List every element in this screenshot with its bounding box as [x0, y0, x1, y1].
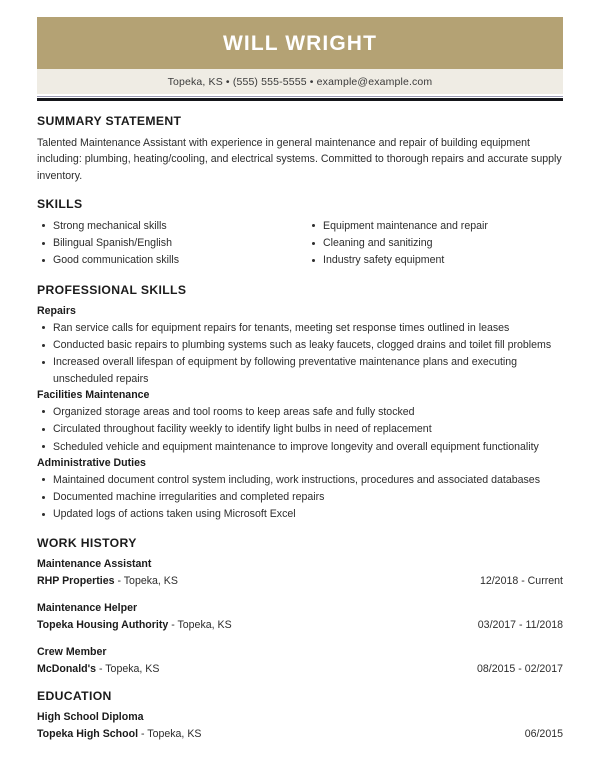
list-item: Increased overall lifespan of equipment by following preventative maintenance plans and executing unscheduled repairs	[37, 354, 563, 387]
list-item: Updated logs of actions taken using Microsoft Excel	[37, 506, 563, 522]
subheading: Facilities Maintenance	[37, 388, 150, 401]
name-banner	[37, 17, 563, 69]
subheading: Repairs	[37, 304, 76, 317]
section-education	[37, 689, 563, 743]
employer-location: - Topeka, KS	[168, 619, 232, 632]
subheading: Administrative Duties	[37, 456, 146, 469]
list-item: Circulated throughout facility weekly to identify light bulbs in need of replacement	[37, 421, 563, 437]
work-history-entry	[37, 645, 563, 678]
work-history-entry	[37, 601, 563, 634]
employer-name: Topeka Housing Authority	[37, 619, 169, 632]
list-item: Documented machine irregularities and completed repairs	[37, 489, 563, 505]
employer-row	[37, 660, 563, 678]
professional-skills-group-facilities-maintenance	[37, 388, 563, 455]
employer-name: McDonald's	[37, 663, 97, 676]
employer-row	[37, 616, 563, 634]
employer-and-location	[37, 572, 178, 590]
job-title: Crew Member	[37, 645, 107, 658]
skills-column-right	[300, 218, 563, 270]
section-title-skills: SKILLS	[37, 196, 83, 211]
list-item: Good communication skills	[37, 252, 300, 268]
employment-dates: 03/2017 - 11/2018	[477, 619, 563, 632]
school-name: Topeka High School	[37, 728, 139, 741]
resume-header	[37, 17, 563, 94]
list-item: Maintained document control system including, work instructions, procedures and associated databases	[37, 472, 563, 488]
school-location: - Topeka, KS	[138, 728, 202, 741]
professional-skills-list	[37, 472, 563, 523]
candidate-name: WILL WRIGHT	[222, 31, 377, 55]
education-entry	[37, 710, 563, 743]
header-divider-thin	[37, 96, 563, 97]
section-title-education: EDUCATION	[37, 688, 112, 703]
list-item: Strong mechanical skills	[37, 218, 300, 234]
work-history-entry	[37, 557, 563, 590]
section-skills	[37, 197, 563, 270]
section-title-summary: SUMMARY STATEMENT	[37, 114, 182, 128]
school-and-location	[37, 725, 201, 743]
degree-title: High School Diploma	[37, 710, 144, 723]
employer-row	[37, 572, 563, 590]
summary-text: Talented Maintenance Assistant with experience in general maintenance and repair of building equipment including: plumbing, heating/cooling, and electrical systems. Committed to thorough repairs and accurate supply inventory.	[37, 137, 562, 182]
section-work-history	[37, 536, 563, 678]
employer-and-location	[37, 616, 232, 634]
list-item: Industry safety equipment	[307, 252, 563, 268]
contact-line: Topeka, KS • (555) 555-5555 • example@example.com	[167, 75, 433, 88]
employment-dates: 08/2015 - 02/2017	[476, 663, 563, 676]
professional-skills-list	[37, 404, 563, 455]
skills-list-left	[37, 218, 300, 269]
list-item: Bilingual Spanish/English	[37, 235, 300, 251]
list-item: Ran service calls for equipment repairs for tenants, meeting set response times outlined in leases	[37, 320, 563, 336]
list-item: Scheduled vehicle and equipment maintenance to improve longevity and overall equipment functionality	[37, 439, 563, 455]
employer-location: - Topeka, KS	[96, 663, 160, 676]
school-row	[37, 725, 563, 743]
skills-column-left	[37, 218, 300, 270]
section-professional-skills	[37, 283, 563, 523]
employer-and-location	[37, 660, 159, 678]
job-title: Maintenance Helper	[37, 601, 138, 614]
graduation-date: 06/2015	[524, 728, 563, 741]
job-title: Maintenance Assistant	[37, 557, 152, 570]
list-item: Equipment maintenance and repair	[307, 218, 563, 234]
employer-location: - Topeka, KS	[114, 575, 178, 588]
list-item: Cleaning and sanitizing	[307, 235, 563, 251]
section-title-professional-skills: PROFESSIONAL SKILLS	[37, 282, 187, 297]
contact-bar	[37, 69, 563, 94]
skills-list-right	[307, 218, 563, 269]
list-item: Organized storage areas and tool rooms to keep areas safe and fully stocked	[37, 404, 563, 420]
professional-skills-group-repairs	[37, 304, 563, 387]
employer-name: RHP Properties	[37, 575, 115, 588]
employment-dates: 12/2018 - Current	[479, 575, 563, 588]
resume-content	[37, 101, 563, 743]
professional-skills-list	[37, 320, 563, 387]
section-summary-statement	[37, 114, 563, 184]
skills-columns	[37, 218, 563, 270]
list-item: Conducted basic repairs to plumbing systems such as leaky faucets, clogged drains and toilet fill problems	[37, 337, 563, 353]
professional-skills-group-administrative-duties	[37, 456, 563, 523]
section-title-work-history: WORK HISTORY	[37, 535, 137, 550]
